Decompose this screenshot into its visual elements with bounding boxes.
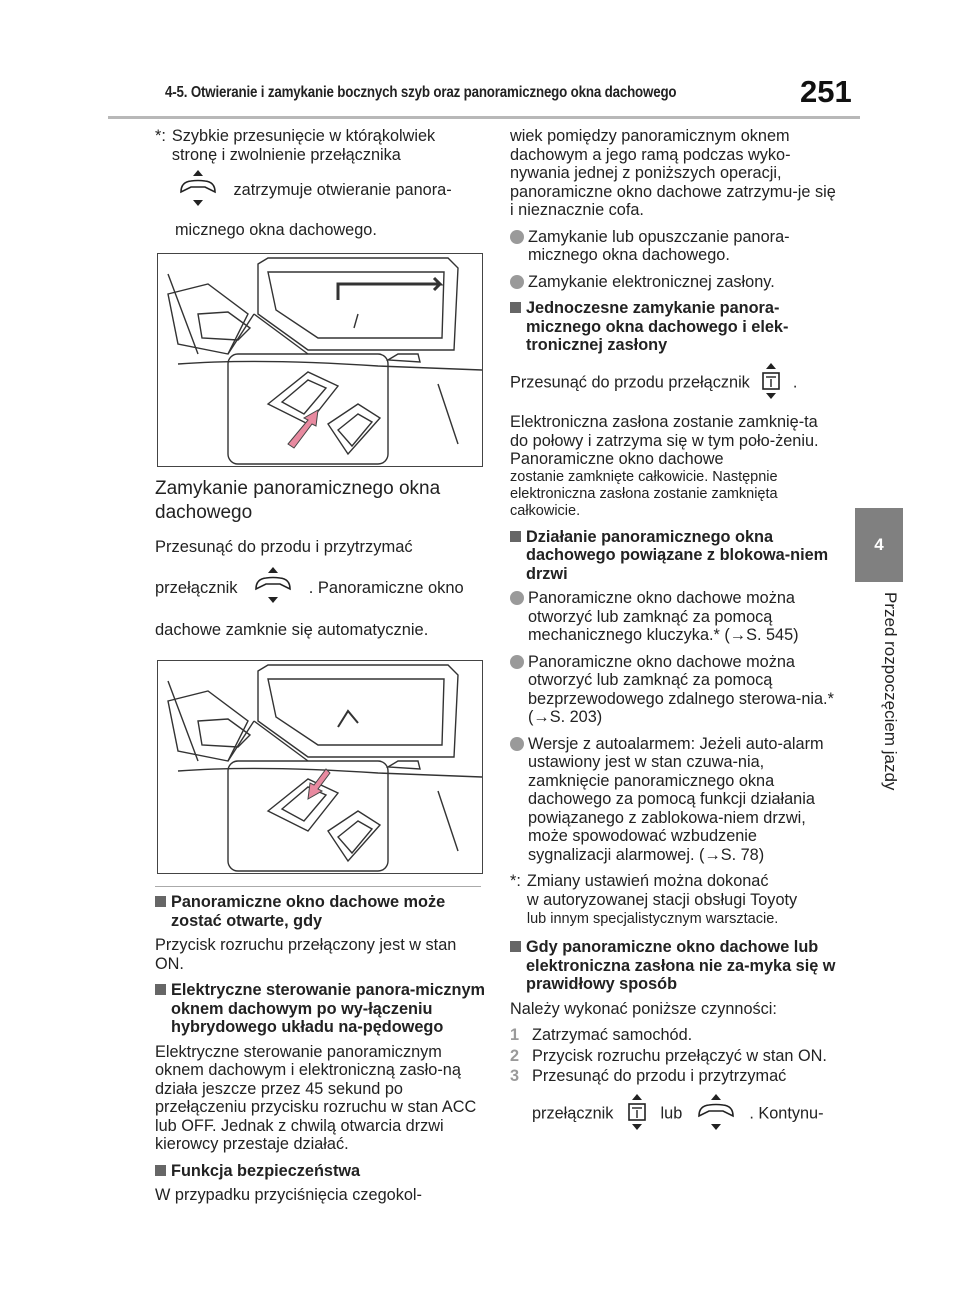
step-text: przełącznik <box>532 1104 614 1123</box>
footnote <box>155 127 485 164</box>
circle-bullet-icon <box>510 655 524 669</box>
step-text: lub <box>660 1104 683 1123</box>
bullet-text: Panoramiczne okno dachowe można otworzyć lub zamknąć za pomocą bezprzewodowego zdalnego sterowa-nia.* (→S. 203) <box>528 652 834 726</box>
bullet-item <box>510 589 840 645</box>
instruction-line: dachowe zamknie się automatycznie. <box>155 621 429 639</box>
bullet-text: Zamykanie lub opuszczanie panora-micznego okna dachowego. <box>528 227 790 264</box>
paragraph: Elektryczne sterowanie panoramicznym oknem dachowym i elektroniczną zasło-ną działa jeszcze przez 45 sekund po przełączeniu przycisku rozruchu w stan ACC lub OFF. Jednak z chwilą otwarcia drzwi kierowcy przestaje działać. <box>155 1042 477 1153</box>
square-bullet-icon <box>155 1165 166 1176</box>
subheading <box>510 299 840 355</box>
footnote-line: Szybkie przesunięcie w którąkolwiek <box>171 127 436 145</box>
square-bullet-icon <box>155 896 166 907</box>
subheading <box>155 1162 485 1181</box>
illustration-roof-close <box>157 660 483 874</box>
square-bullet-icon <box>155 984 166 995</box>
instruction-text: Przesunąć do przodu przełącznik <box>510 373 750 392</box>
square-bullet-icon <box>510 941 521 952</box>
step-text: Przycisk rozruchu przełączyć w stan ON. <box>532 1046 827 1065</box>
subheading-text: Jednoczesne zamykanie panora-micznego okna dachowego i elek-tronicznej zasłony <box>526 299 789 354</box>
subheading-text: Funkcja bezpieczeństwa <box>171 1161 361 1180</box>
step-number: 3 <box>510 1067 520 1085</box>
step-item <box>510 1047 840 1066</box>
page-header-title: 4-5. Otwieranie i zamykanie bocznych szyb oraz panoramicznego okna dachowego <box>165 84 677 101</box>
instruction-line: Przesunąć do przodu i przytrzymać <box>155 538 413 556</box>
footnote-line: Zmiany ustawień można dokonać <box>526 872 769 890</box>
chapter-label: Przed rozpoczęciem jazdy <box>881 592 900 791</box>
step-text: . Kontynu- <box>749 1104 824 1123</box>
divider <box>155 886 481 887</box>
header-rule <box>108 116 860 119</box>
instruction-text: . <box>792 373 798 392</box>
instruction-text: przełącznik <box>155 578 238 597</box>
square-bullet-icon <box>510 302 521 313</box>
footnote <box>510 872 840 928</box>
step-number: 2 <box>510 1046 520 1065</box>
subheading-text: Gdy panoramiczne okno dachowe lub elektroniczna zasłona nie za-myka się w prawidłowy sposób <box>526 938 836 993</box>
paragraph: wiek pomiędzy panoramicznym oknem dachowym a jego ramą podczas wyko-nywania jednej z poniższych operacji, panoramiczne okno dachowe zatrzymu-je się i nieznacznie cofa. <box>510 127 836 219</box>
bullet-text: Panoramiczne okno dachowe można otworzyć lub zamknąć za pomocą mechanicznego kluczyka.* (→S. 545) <box>528 589 799 644</box>
step-continuation <box>510 1092 840 1137</box>
footnote-line: zatrzymuje otwieranie panora- <box>233 180 452 199</box>
instruction <box>510 361 840 406</box>
instruction-text: . Panoramiczne okno <box>308 578 464 597</box>
footnote-line: micznego okna dachowego. <box>175 220 377 239</box>
slide-switch-icon <box>624 1092 650 1137</box>
paragraph: zostanie zamknięte całkowicie. Następnie elektroniczna zasłona zostanie zamknięta całkowicie. <box>510 468 778 519</box>
subheading <box>155 893 485 930</box>
footnote-line: stronę i zwolnienie przełącznika <box>171 145 401 164</box>
tilt-switch-icon <box>693 1092 739 1137</box>
subheading-text: Panoramiczne okno dachowe może zostać otwarte, gdy <box>171 893 446 930</box>
subheading <box>510 528 840 584</box>
footnote-cont <box>155 168 485 239</box>
step-item <box>510 1026 840 1045</box>
footnote-line: lub innym specjalistycznym warsztacie. <box>526 911 779 927</box>
slide-switch-icon <box>758 361 784 406</box>
illustration-roof-open <box>157 253 483 467</box>
circle-bullet-icon <box>510 737 524 751</box>
subheading-text: Działanie panoramicznego okna dachowego powiązane z blokowa-niem drzwi <box>526 527 829 583</box>
footnote-mark: *: <box>155 127 166 145</box>
step-text: Zatrzymać samochód. <box>532 1026 693 1044</box>
paragraph: Należy wykonać poniższe czynności: <box>510 999 777 1018</box>
bullet-item <box>510 228 840 265</box>
subheading-text: Elektryczne sterowanie panora-micznym oknem dachowym po wy-łączeniu hybrydowego układu na-pędowego <box>171 981 485 1036</box>
step-item <box>510 1067 840 1086</box>
bullet-item <box>510 735 840 865</box>
page-number: 251 <box>800 74 852 109</box>
tilt-switch-icon <box>250 565 296 612</box>
chapter-tab[interactable]: 4 <box>855 508 903 582</box>
paragraph: Przycisk rozruchu przełączony jest w stan ON. <box>155 936 457 973</box>
paragraph: Elektroniczna zasłona zostanie zamknię-ta do połowy i zatrzyma się w tym poło-żeniu. Panoramiczne okno dachowe <box>510 413 819 468</box>
section-title: Zamykanie panoramicznego okna dachowego <box>155 478 441 523</box>
instruction <box>155 535 485 642</box>
footnote-line: w autoryzowanej stacji obsługi Toyoty <box>526 890 798 909</box>
square-bullet-icon <box>510 531 521 542</box>
bullet-item <box>510 273 840 292</box>
bullet-text: Wersje z autoalarmem: Jeżeli auto-alarm ustawiony jest w stan czuwa-nia, zamknięcie panoramicznego okna dachowego za pomocą funkcji działania powiązanego z zablokowa-niem drzwi, może spowodować wzbudzenie sygnalizacji alarmowej. (→S. 78) <box>528 734 824 864</box>
right-column <box>510 127 840 1136</box>
circle-bullet-icon <box>510 275 524 289</box>
subheading <box>510 938 840 994</box>
step-text: Przesunąć do przodu i przytrzymać <box>532 1067 787 1085</box>
tilt-switch-icon <box>175 168 221 213</box>
subheading <box>155 981 485 1037</box>
left-column <box>155 127 485 1213</box>
footnote-mark: *: <box>510 872 521 890</box>
step-number: 1 <box>510 1026 520 1044</box>
bullet-item <box>510 653 840 727</box>
circle-bullet-icon <box>510 591 524 605</box>
circle-bullet-icon <box>510 230 524 244</box>
bullet-text: Zamykanie elektronicznej zasłony. <box>528 272 775 291</box>
paragraph: W przypadku przyciśnięcia czegokol- <box>155 1186 422 1204</box>
